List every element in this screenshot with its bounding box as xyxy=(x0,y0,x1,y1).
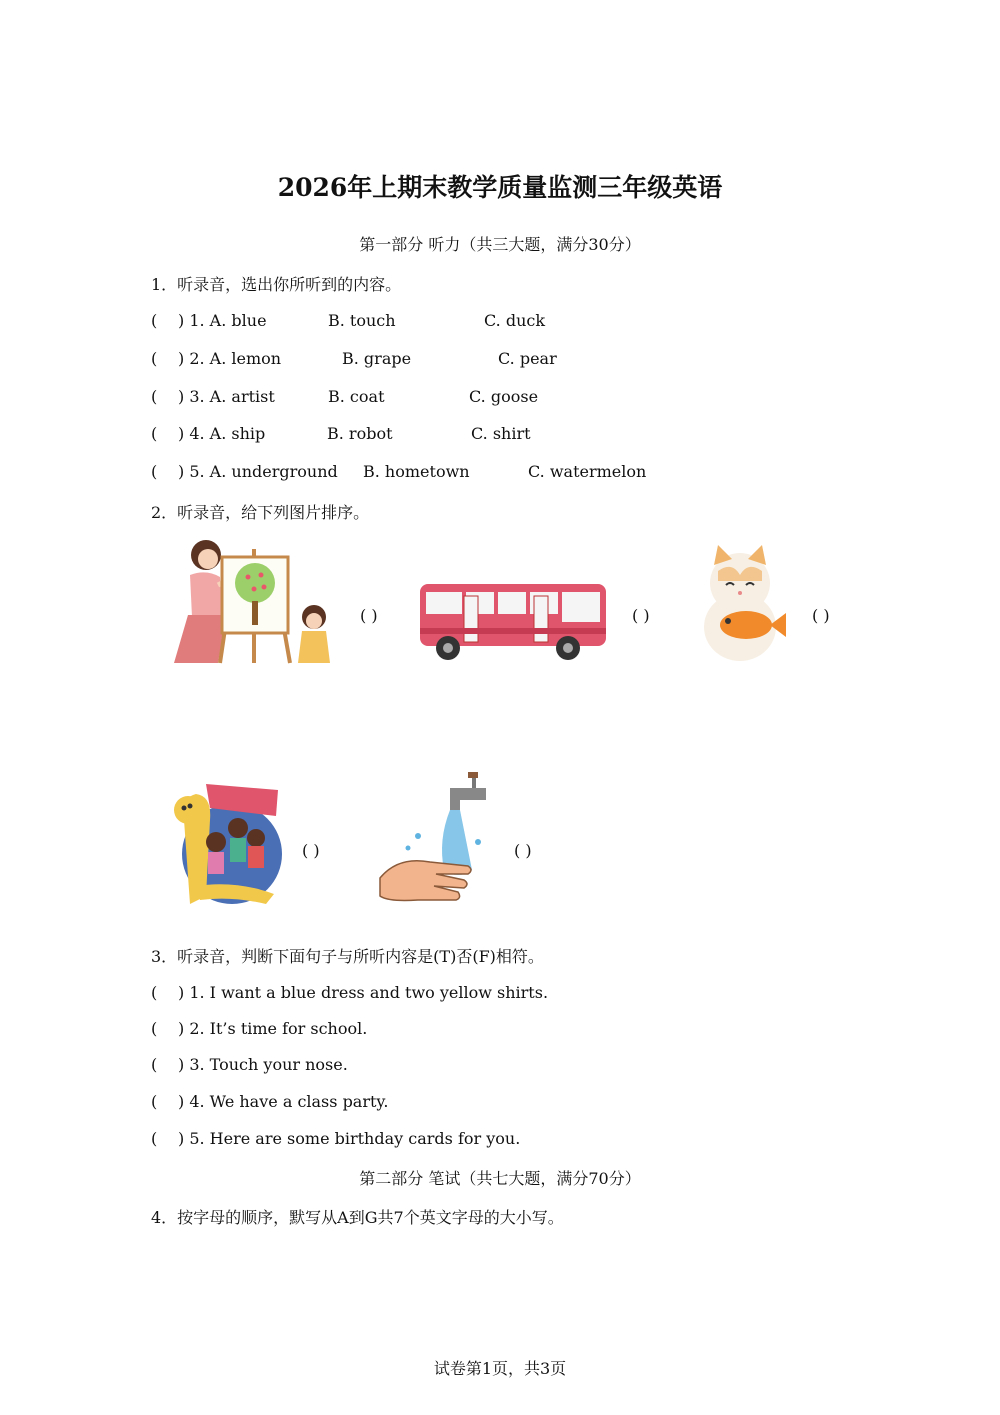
answer-paren: ( xyxy=(151,387,158,406)
answer-paren: ( xyxy=(151,349,158,368)
option-a: ) 4. A. ship xyxy=(178,424,266,443)
answer-paren: ( xyxy=(151,983,158,1002)
childrens-day-picture xyxy=(166,776,284,908)
option-c: C. watermelon xyxy=(528,462,647,481)
wash-hands-picture xyxy=(378,770,492,908)
option-a: ) 2. A. lemon xyxy=(178,349,282,368)
option-a: ) 3. A. artist xyxy=(178,387,275,406)
option-b: B. robot xyxy=(327,424,393,443)
order-blank-5[interactable]: ( ) xyxy=(514,841,532,860)
option-b: B. touch xyxy=(328,311,396,330)
part2-heading: 第二部分 笔试（共七大题，满分70分） xyxy=(359,1169,641,1188)
answer-paren: ( xyxy=(151,1019,158,1038)
cat-fish-picture xyxy=(688,541,794,663)
statement-text: ) 5. Here are some birthday cards for you. xyxy=(178,1129,521,1148)
answer-paren: ( xyxy=(151,424,158,443)
option-b: B. grape xyxy=(342,349,412,368)
option-c: C. shirt xyxy=(471,424,531,443)
q1-heading: 1．听录音，选出你所听到的内容。 xyxy=(151,275,402,294)
teacher-painting-picture xyxy=(168,535,340,665)
answer-paren: ( xyxy=(151,462,158,481)
part1-heading: 第一部分 听力（共三大题，满分30分） xyxy=(359,235,641,254)
statement-text: ) 4. We have a class party. xyxy=(178,1092,389,1111)
option-c: C. pear xyxy=(498,349,557,368)
order-blank-3[interactable]: ( ) xyxy=(812,606,830,625)
answer-paren: ( xyxy=(151,1055,158,1074)
option-c: C. duck xyxy=(484,311,546,330)
order-blank-4[interactable]: ( ) xyxy=(302,841,320,860)
option-c: C. goose xyxy=(469,387,539,406)
statement-text: ) 1. I want a blue dress and two yellow shirts. xyxy=(178,983,549,1002)
page-footer: 试卷第1页，共3页 xyxy=(433,1359,567,1378)
option-a: ) 5. A. underground xyxy=(178,462,338,481)
answer-paren: ( xyxy=(151,1129,158,1148)
statement-text: ) 3. Touch your nose. xyxy=(178,1055,348,1074)
q3-heading: 3．听录音，判断下面句子与所听内容是(T)否(F)相符。 xyxy=(151,947,544,966)
order-blank-1[interactable]: ( ) xyxy=(360,606,378,625)
bus-picture xyxy=(418,576,610,662)
option-b: B. coat xyxy=(328,387,385,406)
page-title: 2026年上期末教学质量监测三年级英语 xyxy=(277,173,723,202)
option-a: ) 1. A. blue xyxy=(178,311,267,330)
q2-heading: 2．听录音，给下列图片排序。 xyxy=(151,503,370,522)
order-blank-2[interactable]: ( ) xyxy=(632,606,650,625)
answer-paren: ( xyxy=(151,1092,158,1111)
statement-text: ) 2. It’s time for school. xyxy=(178,1019,368,1038)
answer-paren: ( xyxy=(151,311,158,330)
option-b: B. hometown xyxy=(363,462,470,481)
q4-heading: 4．按字母的顺序，默写从A到G共7个英文字母的大小写。 xyxy=(151,1208,564,1227)
